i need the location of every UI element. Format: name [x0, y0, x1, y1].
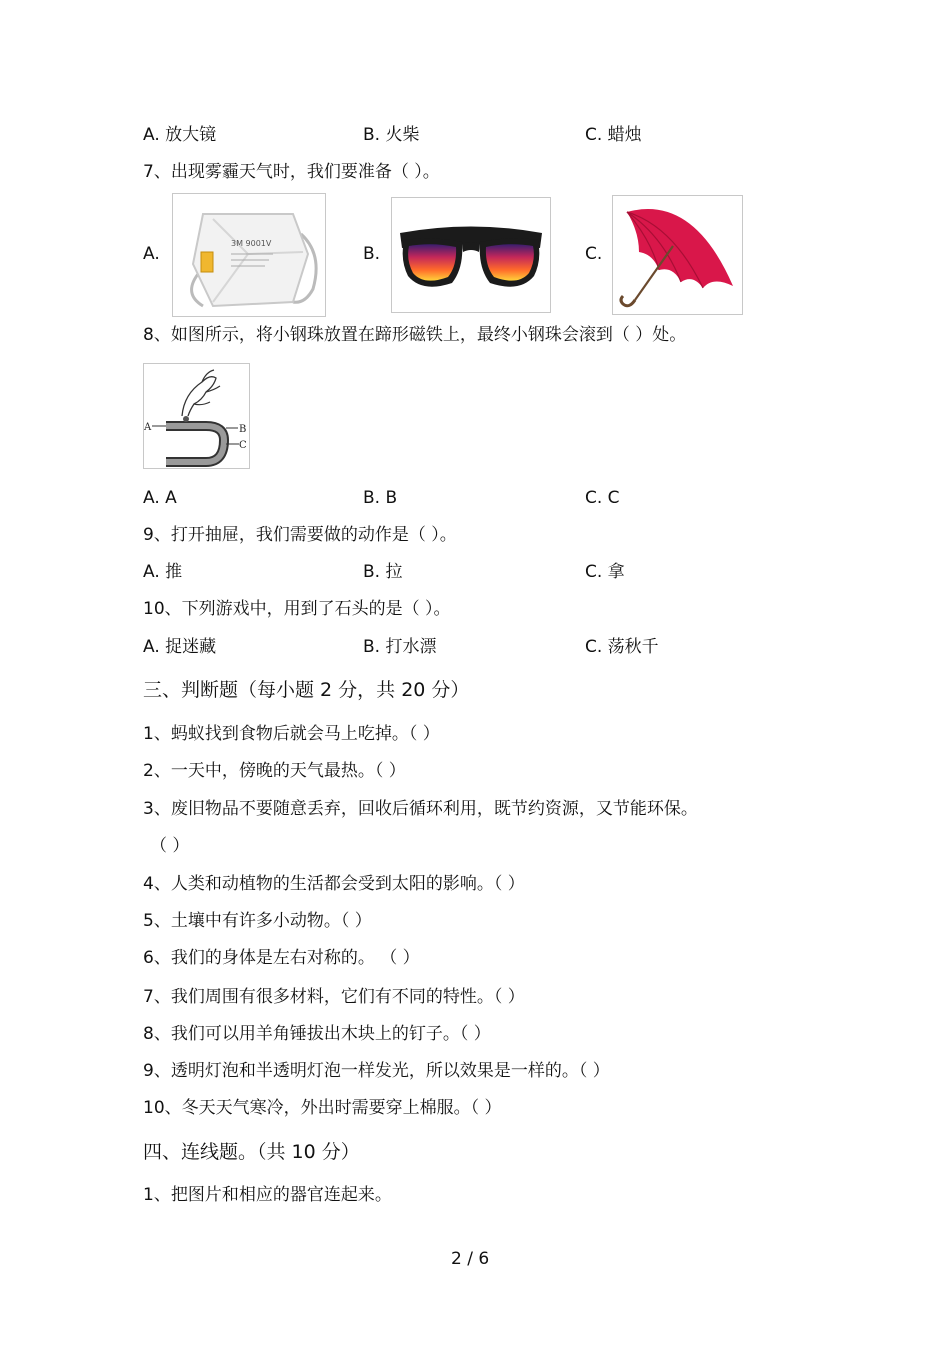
- mask-image: [172, 193, 326, 317]
- q10-option-a: A. 捉迷藏: [143, 637, 217, 657]
- page-number: 2 / 6: [451, 1249, 490, 1269]
- umbrella-image: [612, 195, 743, 315]
- section4-title: 四、连线题。（共 10 分）: [143, 1141, 360, 1163]
- section3-title: 三、判断题（每小题 2 分，共 20 分）: [143, 679, 470, 701]
- tf-item-3-answer: （ ）: [150, 836, 190, 856]
- q10-stem: 10、下列游戏中，用到了石头的是（ ）。: [143, 599, 451, 619]
- sunglasses-image: [391, 197, 551, 313]
- tf-item-1: 1、蚂蚁找到食物后就会马上吃掉。（ ）: [143, 724, 440, 744]
- tf-item-9: 9、透明灯泡和半透明灯泡一样发光，所以效果是一样的。（ ）: [143, 1061, 610, 1081]
- tf-item-10: 10、冬天天气寒冷，外出时需要穿上棉服。（ ）: [143, 1098, 502, 1118]
- q10-option-b: B. 打水漂: [363, 637, 437, 657]
- q6-option-c: C. 蜡烛: [585, 125, 642, 145]
- tf-item-3: 3、废旧物品不要随意丢弃，回收后循环利用，既节约资源，又节能环保。: [143, 799, 698, 819]
- magnet-label-c: C: [239, 440, 247, 451]
- tf-item-5: 5、土壤中有许多小动物。（ ）: [143, 911, 372, 931]
- q9-option-c: C. 拿: [585, 562, 625, 582]
- q7-option-c-label: C.: [585, 244, 603, 264]
- q7-option-b-label: B.: [363, 244, 381, 264]
- tf-item-7: 7、我们周围有很多材料，它们有不同的特性。（ ）: [143, 987, 525, 1007]
- magnet-label-a: A: [144, 422, 152, 433]
- q8-option-b: B. B: [363, 488, 398, 508]
- magnet-label-b: B: [239, 424, 247, 435]
- q6-option-a: A. 放大镜: [143, 125, 217, 145]
- q8-stem: 8、如图所示，将小钢珠放置在蹄形磁铁上，最终小钢珠会滚到（ ）处。: [143, 325, 687, 345]
- q6-option-b: B. 火柴: [363, 125, 420, 145]
- mask-print-text: 3M 9001V: [231, 239, 272, 248]
- match-item-1: 1、把图片和相应的器官连起来。: [143, 1185, 392, 1205]
- tf-item-6: 6、我们的身体是左右对称的。 （ ）: [143, 948, 420, 968]
- q9-stem: 9、打开抽屉，我们需要做的动作是（ ）。: [143, 525, 457, 545]
- q7-stem: 7、出现雾霾天气时，我们要准备（ ）。: [143, 162, 440, 182]
- q10-option-c: C. 荡秋千: [585, 637, 659, 657]
- magnet-figure: [143, 363, 250, 469]
- q7-option-a-label: A.: [143, 244, 160, 264]
- tf-item-4: 4、人类和动植物的生活都会受到太阳的影响。（ ）: [143, 874, 525, 894]
- q9-option-a: A. 推: [143, 562, 183, 582]
- tf-item-2: 2、一天中，傍晚的天气最热。（ ）: [143, 761, 406, 781]
- q9-option-b: B. 拉: [363, 562, 403, 582]
- q8-option-a: A. A: [143, 488, 177, 508]
- tf-item-8: 8、我们可以用羊角锤拔出木块上的钉子。（ ）: [143, 1024, 491, 1044]
- q8-option-c: C. C: [585, 488, 620, 508]
